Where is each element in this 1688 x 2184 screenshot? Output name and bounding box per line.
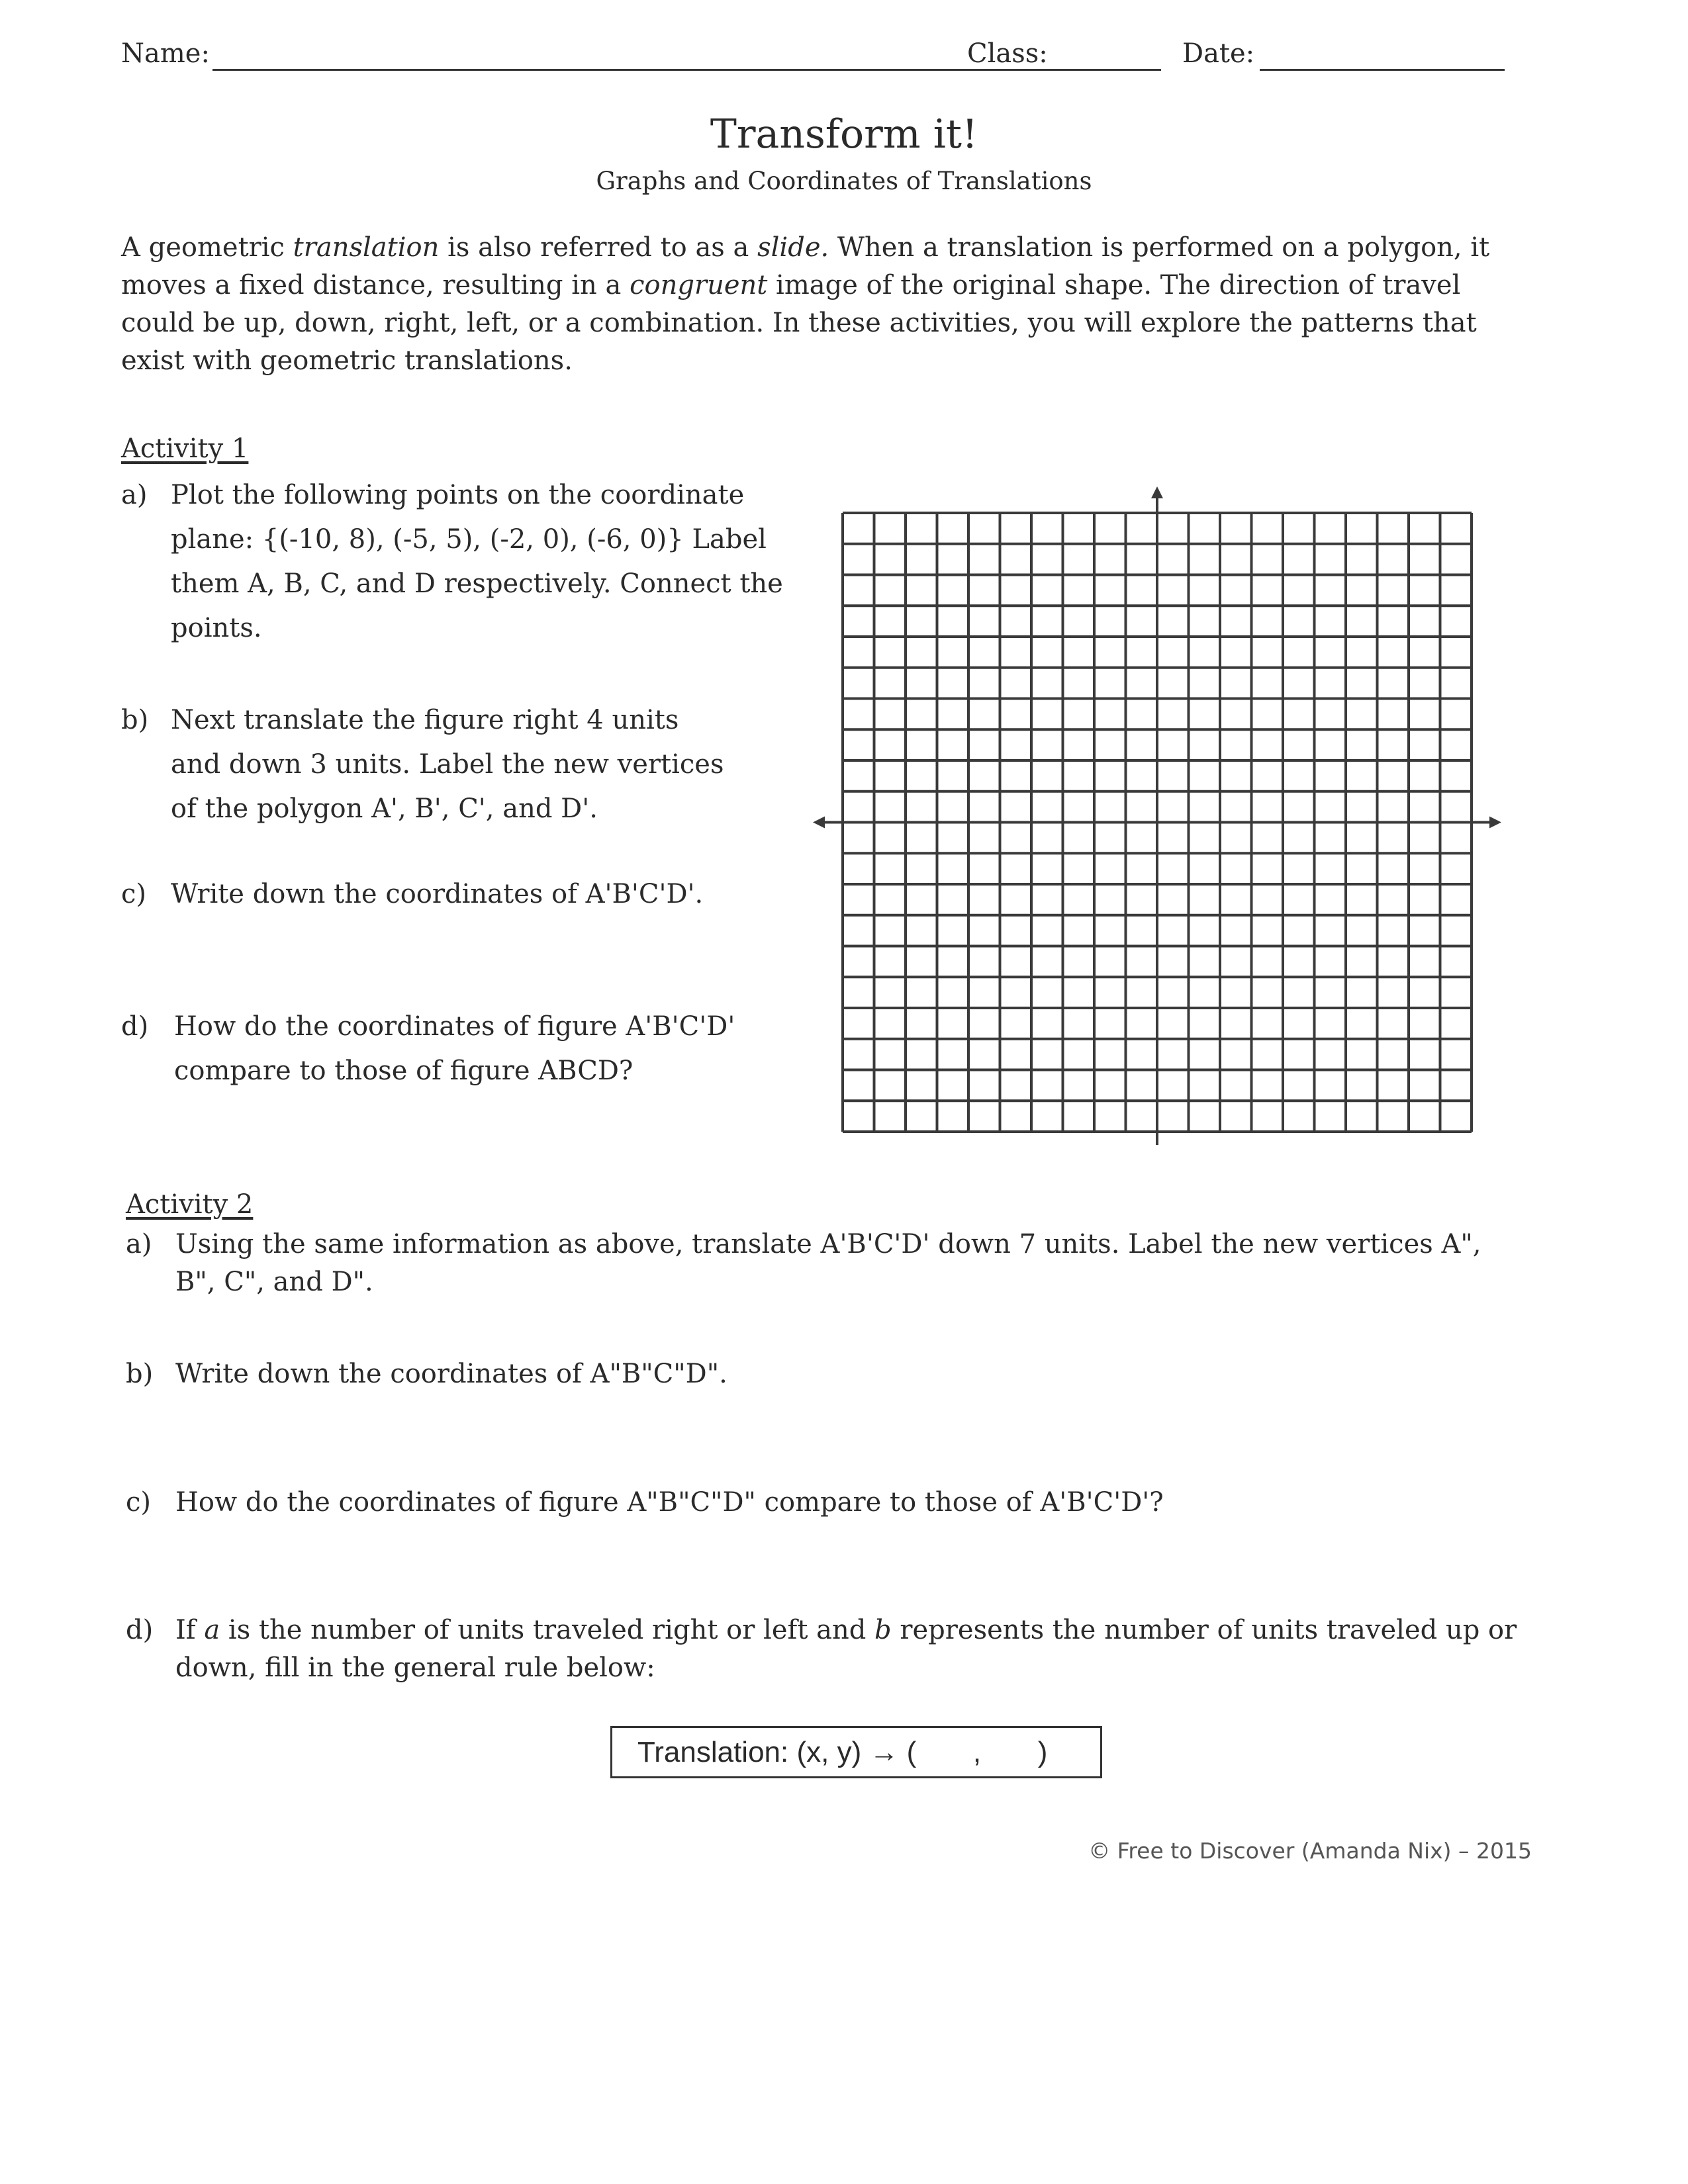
activity-1-question-c: [121, 872, 810, 917]
copyright-notice: © Free to Discover (Amanda Nix) – 2015: [1088, 1838, 1532, 1864]
date-field[interactable]: [1260, 69, 1505, 71]
question-letter: d): [121, 1011, 149, 1042]
intro-emphasis-translation: translation: [293, 232, 440, 263]
question-line: of the polygon A', B', C', and D'.: [171, 794, 598, 824]
question-line: Plot the following points on the coordinate: [171, 480, 745, 510]
question-letter: c): [126, 1487, 152, 1518]
question-letter: c): [121, 879, 147, 909]
intro-emphasis-congruent: congruent: [630, 270, 768, 300]
arrow-right-icon: [1489, 817, 1501, 829]
question-line: down, fill in the general rule below:: [175, 1653, 655, 1683]
question-letter: d): [126, 1615, 154, 1645]
name-field[interactable]: [212, 69, 1060, 71]
coordinate-grid[interactable]: [813, 483, 1515, 1145]
variable-a: a: [204, 1615, 220, 1645]
arrow-left-icon: [813, 817, 825, 829]
activity-1-heading: Activity 1: [121, 433, 249, 464]
header-row: [121, 38, 1505, 78]
class-field[interactable]: [1050, 69, 1161, 71]
question-line: [175, 1612, 1523, 1649]
page-title: Transform it!: [710, 111, 978, 158]
question-letter: a): [121, 480, 148, 510]
activity-2-heading: Activity 2: [126, 1189, 254, 1220]
intro-emphasis-slide: slide.: [757, 232, 829, 263]
coordinate-plane[interactable]: [813, 483, 1515, 1145]
question-line: Next translate the figure right 4 units: [171, 705, 679, 735]
class-label: Class:: [967, 38, 1048, 69]
intro-text: When a translation is performed on a polygon, it moves a fixed distance, resulting in a: [121, 232, 1490, 300]
intro-text: A geometric: [121, 232, 293, 263]
question-line: How do the coordinates of figure A"B"C"D" compare to those of A'B'C'D'?: [175, 1487, 1164, 1518]
activity-2-question-c: [126, 1480, 1516, 1525]
translation-rule-box[interactable]: Translation: (x, y) → ( , ): [610, 1726, 1102, 1778]
question-letter: b): [126, 1359, 154, 1389]
text: is the number of units traveled right or left and: [220, 1615, 875, 1645]
activity-1-question-a: [121, 473, 810, 651]
question-line: Write down the coordinates of A'B'C'D'.: [171, 879, 704, 909]
question-line: How do the coordinates of figure A'B'C'D': [174, 1011, 735, 1042]
activity-2-question-a: [126, 1226, 1516, 1301]
question-letter: b): [121, 705, 149, 735]
intro-text: is also referred to as a: [439, 232, 758, 263]
question-line: Using the same information as above, translate A'B'C'D' down 7 units. Label the new vertices A",: [175, 1229, 1481, 1259]
name-label: Name:: [121, 38, 210, 69]
question-line: them A, B, C, and D respectively. Connect the: [171, 569, 783, 599]
question-line: B", C", and D".: [175, 1267, 373, 1297]
question-line: and down 3 units. Label the new vertices: [171, 749, 724, 780]
intro-paragraph: [121, 229, 1505, 380]
question-line: plane: {(-10, 8), (-5, 5), (-2, 0), (-6, 0)} Label: [171, 524, 767, 555]
activity-1-question-d: [121, 1005, 810, 1093]
question-letter: a): [126, 1229, 152, 1259]
page-subtitle: Graphs and Coordinates of Translations: [596, 167, 1092, 195]
arrow-up-icon: [1151, 486, 1163, 498]
activity-1-question-b: [121, 698, 810, 831]
text: If: [175, 1615, 205, 1645]
intro-text: image of the original shape. The direction of travel could be up, down, right, left, or a combination. In these activities, you will explore the patterns that exist with geometric translations.: [121, 270, 1477, 376]
text: represents the number of units traveled up or: [891, 1615, 1517, 1645]
question-line: Write down the coordinates of A"B"C"D".: [175, 1359, 727, 1389]
variable-b: b: [874, 1615, 892, 1645]
activity-2-question-d: [126, 1612, 1523, 1687]
question-line: points.: [171, 613, 262, 643]
question-line: compare to those of figure ABCD?: [174, 1056, 633, 1086]
activity-2-question-b: [126, 1352, 1516, 1396]
date-label: Date:: [1182, 38, 1255, 69]
